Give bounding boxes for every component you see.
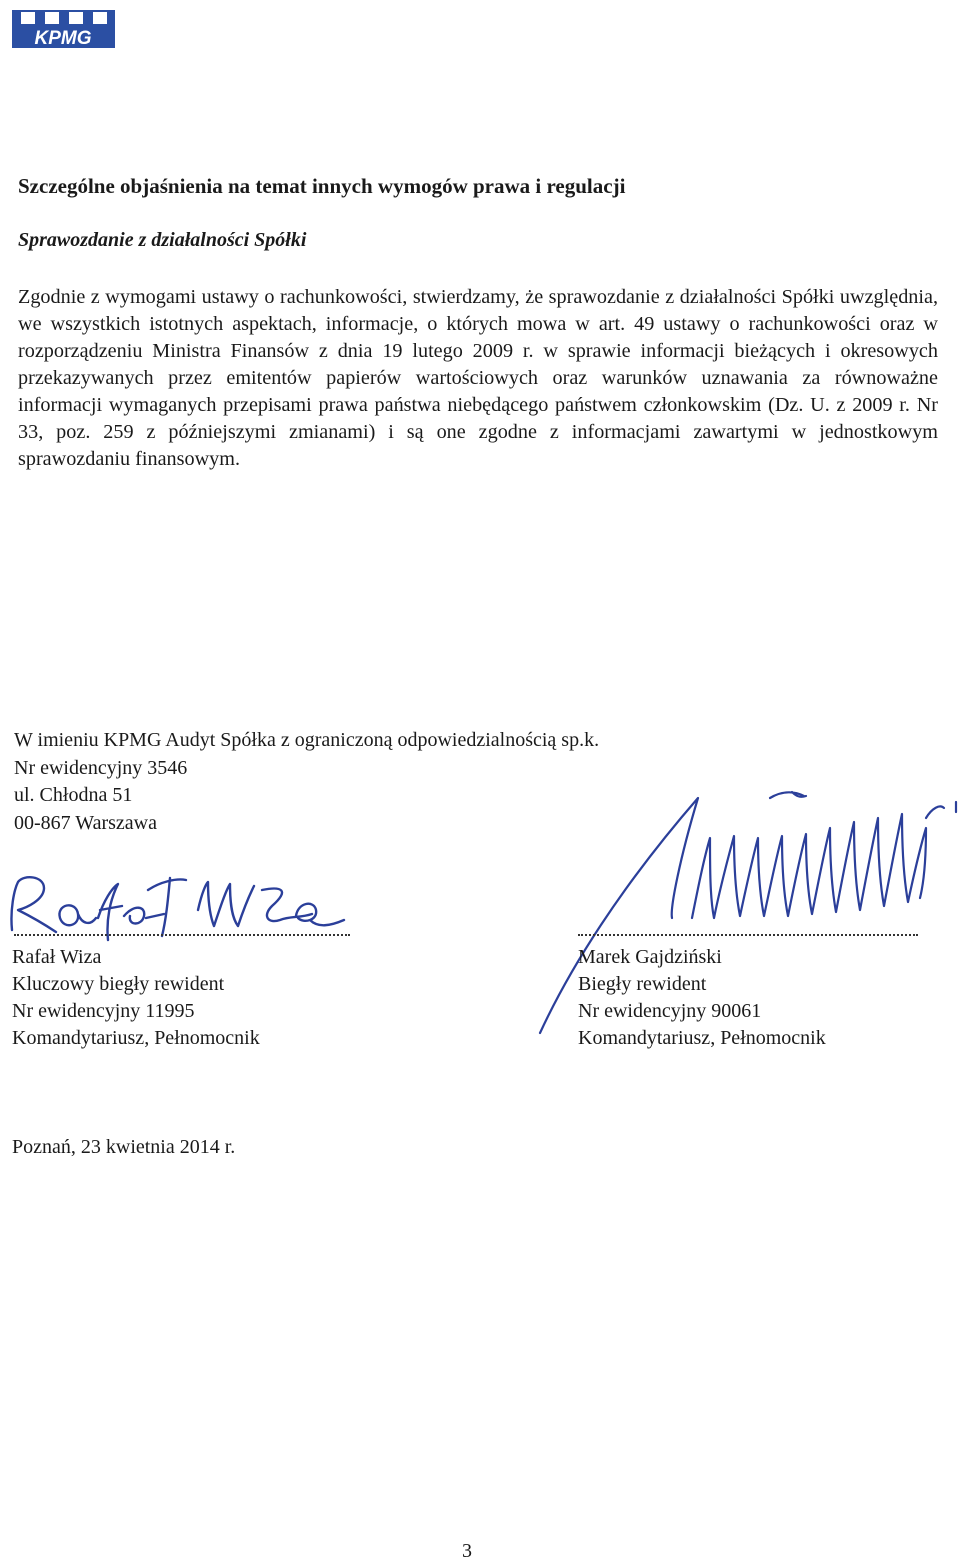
signatory-role: Kluczowy biegły rewident <box>12 973 225 995</box>
signatory-function: Komandytariusz, Pełnomocnik <box>12 1027 260 1049</box>
firm-city: 00-867 Warszawa <box>14 811 157 834</box>
firm-name: W imieniu KPMG Audyt Spółka z ograniczoną odpowiedzialnością sp.k. <box>14 729 600 751</box>
signatory-function: Komandytariusz, Pełnomocnik <box>578 1027 826 1049</box>
page-number: 3 <box>462 1540 472 1562</box>
section-subheading: Sprawozdanie z działalności Spółki <box>18 229 307 251</box>
report-paragraph: Zgodnie z wymogami ustawy o rachunkowości, stwierdzamy, że sprawozdanie z działalności Spółki uwzględnia, we wszystkich istotnych aspektach, informacje, o których mowa w art. 49 ustawy o rachunkowości oraz w rozporządzeniu Ministra Finansów z dnia 19 lutego 2009 r. w sprawie informacji bieżących i okresowych przekazywanych przez emitentów papierów wartościowych oraz warunków uznawania za równoważne informacji wymaganych przepisami prawa państwa niebędącego państwem członkowskim (Dz. U. z 2009 r. Nr 33, poz. 259 z późniejszymi zmianami) i są one zgodne z informacjami zawartymi w jednostkowym sprawozdaniu finansowym. <box>18 286 938 470</box>
svg-text:KPMG: KPMG <box>34 28 92 48</box>
signature-1 <box>0 860 360 950</box>
place-date: Poznań, 23 kwietnia 2014 r. <box>12 1136 236 1158</box>
signatory-block-2 <box>578 944 826 1052</box>
kpmg-logo <box>12 10 115 48</box>
signatory-registry: Nr ewidencyjny 11995 <box>12 1000 195 1022</box>
firm-street: ul. Chłodna 51 <box>14 784 133 806</box>
firm-block <box>14 727 599 837</box>
signatory-name: Marek Gajdziński <box>578 946 722 968</box>
signatory-name: Rafał Wiza <box>12 946 102 968</box>
section-heading: Szczególne objaśnienia na temat innych wymogów prawa i regulacji <box>18 174 626 198</box>
signature-line-1 <box>14 934 350 936</box>
signatory-role: Biegły rewident <box>578 973 707 995</box>
signatory-block-1 <box>12 944 260 1052</box>
firm-registry: Nr ewidencyjny 3546 <box>14 756 188 779</box>
signature-line-2 <box>578 934 918 936</box>
signatory-registry: Nr ewidencyjny 90061 <box>578 1000 762 1022</box>
